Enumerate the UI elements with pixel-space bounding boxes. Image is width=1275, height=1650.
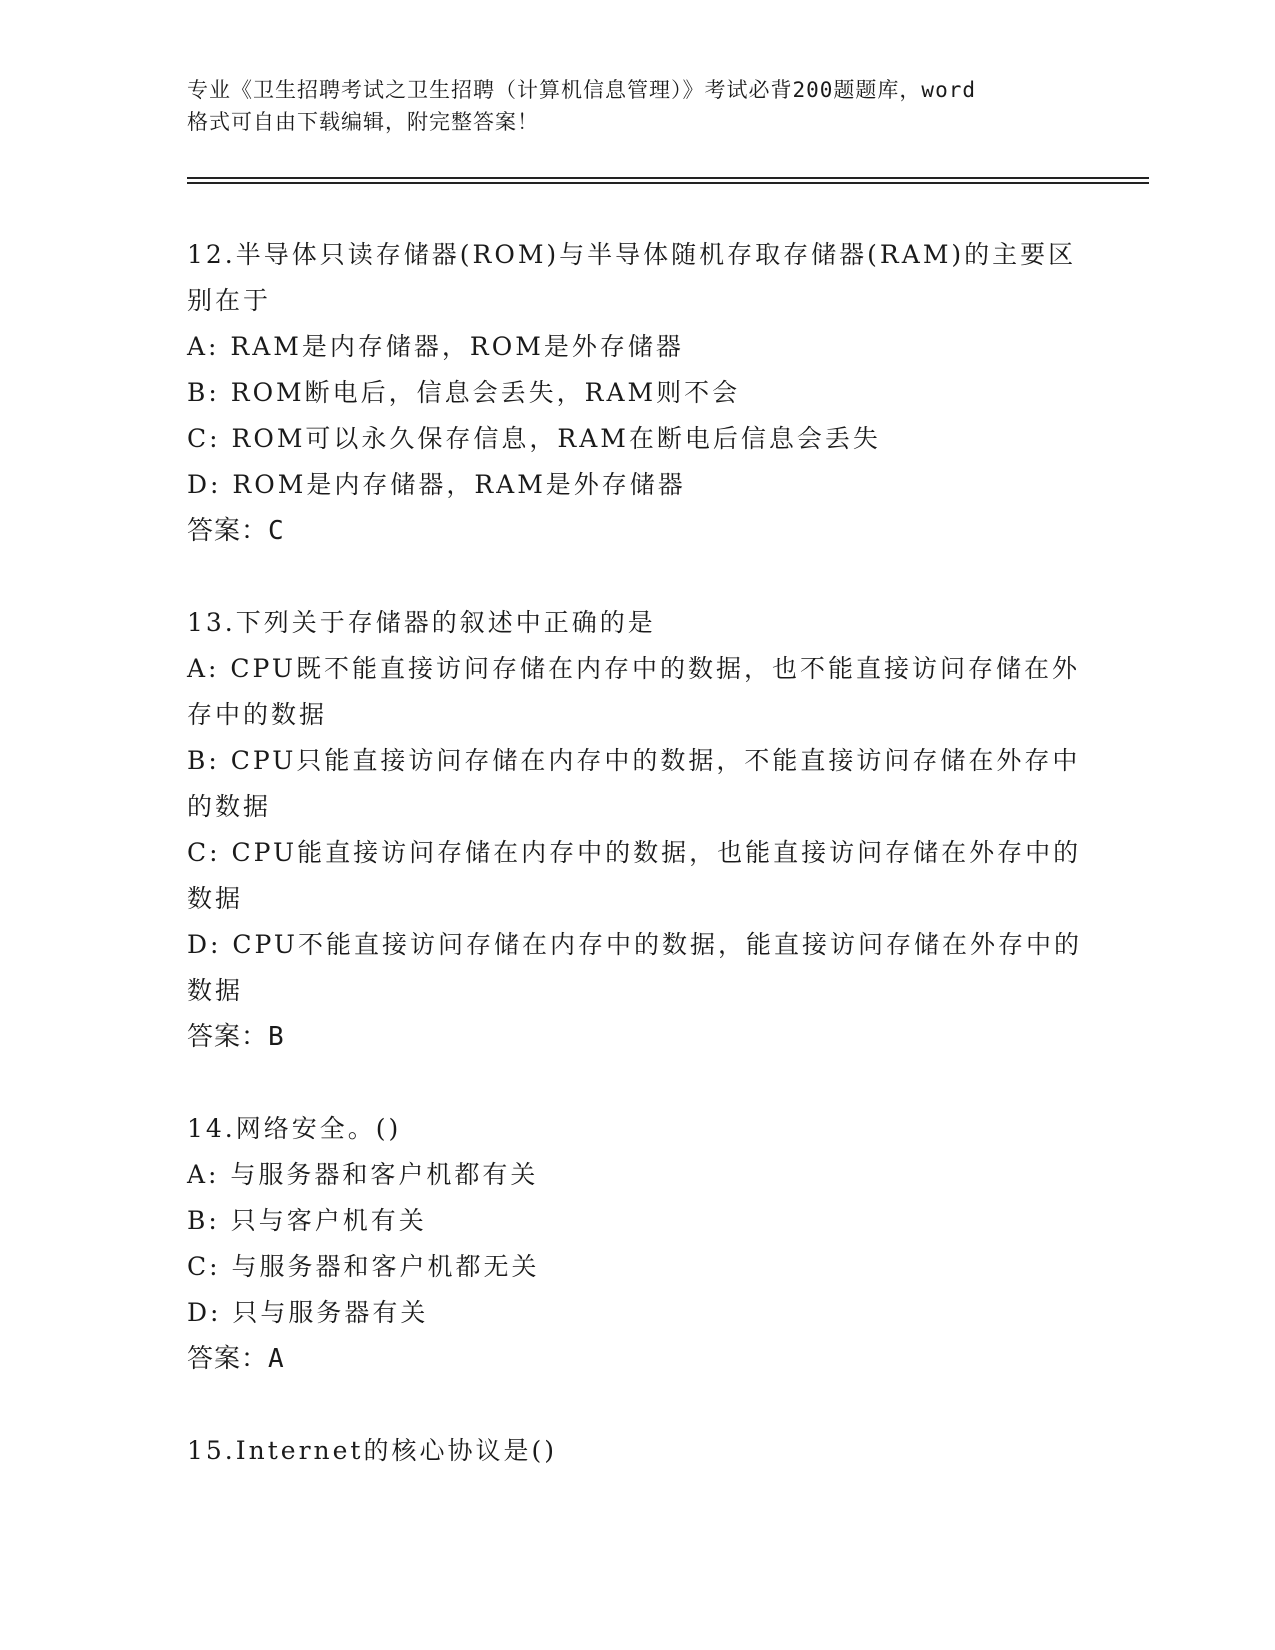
answer: 答案：C (187, 516, 285, 546)
option-d: D: ROM是内存储器，RAM是外存储器 (187, 470, 686, 499)
question-stem: 12.半导体只读存储器(ROM)与半导体随机存取存储器(RAM)的主要区别在于 (187, 240, 1077, 315)
question-stem: 13.下列关于存储器的叙述中正确的是 (187, 608, 656, 637)
option-c: C: CPU能直接访问存储在内存中的数据，也能直接访问存储在外存中的数据 (187, 838, 1082, 913)
option-d: D: 只与服务器有关 (187, 1298, 429, 1327)
question-14 (187, 1106, 1087, 1382)
question-list (187, 232, 1087, 1520)
question-12 (187, 232, 1087, 554)
header-divider-bottom (187, 182, 1149, 184)
option-b: B: ROM断电后，信息会丢失，RAM则不会 (187, 378, 741, 407)
question-stem: 15.Internet的核心协议是() (187, 1436, 557, 1465)
question-stem: 14.网络安全。() (187, 1114, 402, 1143)
header-line-1: 专业《卫生招聘考试之卫生招聘（计算机信息管理）》考试必背200题题库，word (187, 78, 976, 102)
option-a: A: RAM是内存储器，ROM是外存储器 (187, 332, 684, 361)
question-13 (187, 600, 1087, 1060)
option-b: B: 只与客户机有关 (187, 1206, 427, 1235)
option-a: A: CPU既不能直接访问存储在内存中的数据，也不能直接访问存储在外存中的数据 (187, 654, 1081, 729)
option-c: C: 与服务器和客户机都无关 (187, 1252, 540, 1281)
answer: 答案：B (187, 1022, 285, 1052)
option-c: C: ROM可以永久保存信息，RAM在断电后信息会丢失 (187, 424, 881, 453)
option-d: D: CPU不能直接访问存储在内存中的数据，能直接访问存储在外存中的数据 (187, 930, 1082, 1005)
answer: 答案：A (187, 1344, 285, 1374)
header-divider-top (187, 177, 1149, 179)
document-header (187, 74, 1087, 138)
option-a: A: 与服务器和客户机都有关 (187, 1160, 539, 1189)
header-line-2: 格式可自由下载编辑，附完整答案！ (187, 110, 539, 134)
option-b: B: CPU只能直接访问存储在内存中的数据，不能直接访问存储在外存中的数据 (187, 746, 1081, 821)
question-15 (187, 1428, 1087, 1474)
